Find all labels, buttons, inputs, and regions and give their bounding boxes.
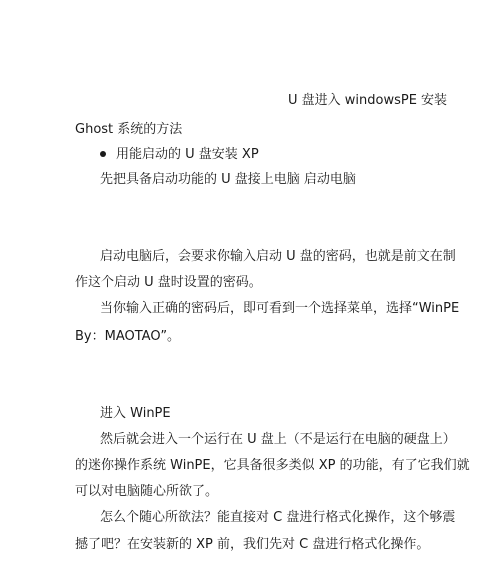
bullet-text: 用能启动的 U 盘安装 XP: [116, 147, 259, 162]
section-heading: 进入 WinPE: [100, 406, 171, 421]
paragraph-4-line-2: 的迷你操作系统 WinPE，它具备很多类似 XP 的功能，有了它我们就: [75, 458, 470, 473]
paragraph-1: 先把具备启动功能的 U 盘接上电脑 启动电脑: [100, 172, 356, 187]
paragraph-2-line-2: 作这个启动 U 盘时设置的密码。: [75, 275, 262, 290]
bullet-item: [100, 147, 259, 163]
paragraph-4-line-1: 然后就会进入一个运行在 U 盘上（不是运行在电脑的硬盘上）: [100, 432, 456, 447]
title-line-2: Ghost 系统的方法: [75, 122, 183, 137]
paragraph-2-line-1: 启动电脑后，会要求你输入启动 U 盘的密码，也就是前文在制: [100, 249, 456, 264]
paragraph-5-line-1: 怎么个随心所欲法？能直接对 C 盘进行格式化操作，这个够震: [100, 510, 456, 525]
paragraph-4-line-3: 可以对电脑随心所欲了。: [75, 484, 219, 499]
paragraph-5-line-2: 撼了吧？在安装新的 XP 前，我们先对 C 盘进行格式化操作。: [75, 537, 430, 552]
bullet-dot-icon: [100, 151, 106, 157]
paragraph-3-line-2: By：MAOTAO”。: [75, 329, 181, 344]
paragraph-3-line-1: 当你输入正确的密码后，即可看到一个选择菜单，选择“WinPE: [100, 301, 460, 316]
title-line-1: U 盘进入 windowsPE 安装: [288, 93, 448, 108]
